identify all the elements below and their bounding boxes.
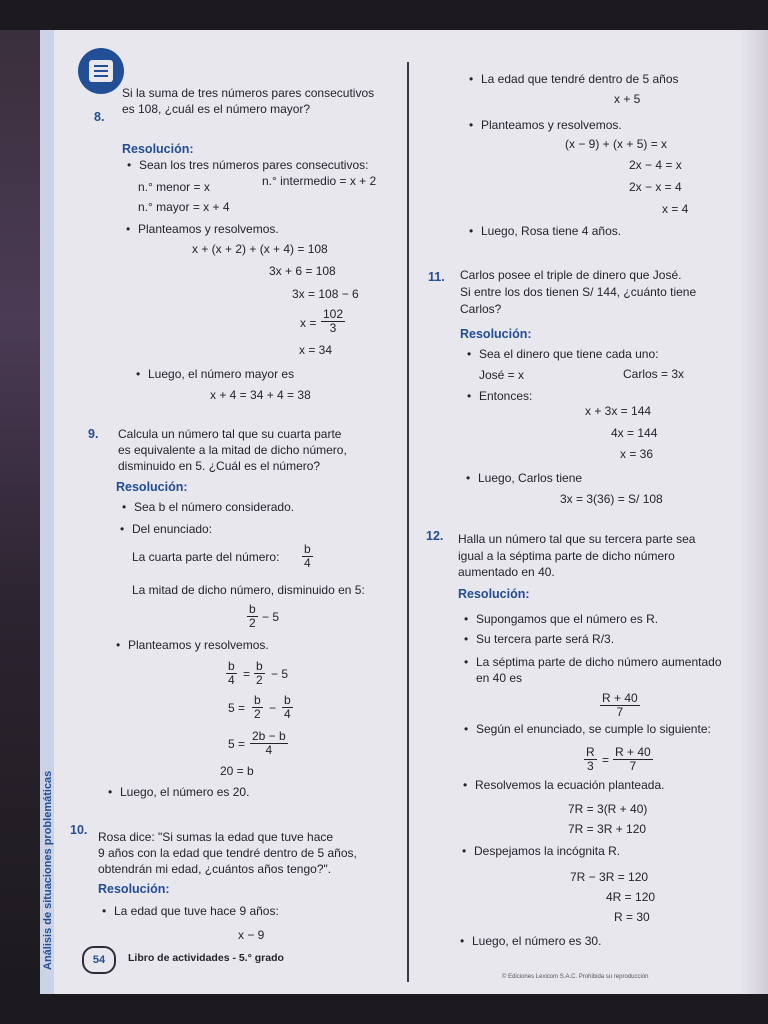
fraction-denominator: 7: [629, 759, 637, 773]
problem-10-bullet-4: • Luego, Rosa tiene 4 años.: [481, 224, 621, 238]
problem-11-bullet-2: • Entonces:: [479, 389, 532, 403]
problem-12-eq-5: R = 30: [614, 910, 650, 924]
footer-copyright: © Ediciones Lexicom S.A.C. Prohibida su reproducción: [502, 974, 649, 980]
problem-12-fraction-r40-over-7: [600, 692, 640, 719]
fraction-denominator: 4: [228, 673, 235, 687]
problem-9-fraction-b-over-2: [247, 603, 258, 630]
fraction-numerator: R: [586, 745, 595, 759]
problem-12-bullet-1: • Supongamos que el número es R.: [476, 612, 658, 626]
fraction-denominator: 2: [249, 616, 256, 630]
fraction-numerator: b: [228, 659, 235, 673]
problem-11-question-line3: Carlos?: [460, 302, 502, 316]
problem-12-bullet-7: • Luego, el número es 30.: [472, 934, 601, 948]
problem-8-eq-4-lhs: x =: [300, 316, 317, 330]
problem-11-eq-1: x + 3x = 144: [585, 404, 652, 418]
problem-10-eq-5: 2x − x = 4: [629, 180, 682, 194]
problem-8-eq-3: 3x = 108 − 6: [292, 287, 359, 301]
fraction-denominator: 4: [265, 743, 273, 757]
problem-8-question-line1: Si la suma de tres números pares consecutivos: [122, 86, 375, 100]
problem-9-eq-final: 20 = b: [220, 764, 254, 778]
fraction-denominator: 3: [329, 321, 337, 335]
fraction-numerator: b: [284, 693, 291, 707]
problem-10-bullet-1: • La edad que tuve hace 9 años:: [114, 904, 279, 918]
problem-9-eq2-frac-2: [282, 694, 293, 721]
fraction-numerator: b: [304, 542, 311, 556]
problem-8-intermedio: n.° intermedio = x + 2: [262, 174, 377, 188]
problem-10-question-line2: 9 años con la edad que tendré dentro de 5 años,: [98, 846, 357, 860]
problem-8-eq-1: x + (x + 2) + (x + 4) = 108: [192, 242, 328, 256]
problem-8-eq-2: 3x + 6 = 108: [269, 264, 336, 278]
problem-8-eq-4-fraction: [321, 308, 345, 335]
problem-10-bullet-2: • La edad que tendré dentro de 5 años: [481, 72, 679, 86]
problem-12-bullet-2: • Su tercera parte será R/3.: [476, 632, 614, 646]
problem-9-mitad: La mitad de dicho número, disminuido en 5:: [132, 583, 365, 597]
problem-10-eq-4: 2x − 4 = x: [629, 158, 682, 172]
side-section-title: Análisis de situaciones problemáticas: [42, 770, 54, 970]
problem-12-question-line3: aumentado en 40.: [458, 565, 555, 579]
problem-9-eq3-lhs: 5 =: [228, 737, 246, 751]
problem-9-eq1-frac-left: [226, 660, 237, 687]
problem-12-eq-1: 7R = 3(R + 40): [568, 802, 648, 816]
fraction-numerator: R + 40: [615, 745, 651, 759]
problem-12-question-line2: igual a la séptima parte de dicho número: [458, 549, 675, 563]
problem-10-number: 10.: [70, 823, 88, 837]
fraction-numerator: 2b − b: [252, 729, 286, 743]
problem-10-eq-3: (x − 9) + (x + 5) = x: [565, 137, 668, 151]
problem-10-resolution-heading: Resolución:: [98, 882, 170, 896]
fraction-numerator: R + 40: [602, 691, 638, 705]
problem-9-minus-5: − 5: [262, 610, 280, 624]
problem-9-cuarta-parte: La cuarta parte del número:: [132, 550, 280, 564]
fraction-numerator: 102: [323, 307, 344, 321]
problem-8-resolution-heading: Resolución:: [122, 142, 194, 156]
problem-12-resolution-heading: Resolución:: [458, 587, 530, 601]
fraction-denominator: 3: [586, 759, 594, 773]
fraction-denominator: 2: [256, 673, 263, 687]
problem-8-eq-6: x + 4 = 34 + 4 = 38: [210, 388, 311, 402]
problem-12-equals: =: [602, 753, 610, 767]
problem-12-bullet-6: • Despejamos la incógnita R.: [474, 844, 620, 858]
page-right-edge: [740, 30, 768, 994]
fraction-denominator: 2: [254, 707, 261, 721]
problem-11-eq-3: x = 36: [620, 447, 654, 461]
problem-9-number: 9.: [88, 427, 99, 441]
problem-10-question-line1: Rosa dice: "Si sumas la edad que tuve hace: [98, 830, 334, 844]
problem-9-eq2-lhs: 5 =: [228, 701, 246, 715]
problem-8-bullet-3: • Luego, el número mayor es: [148, 367, 294, 381]
problem-8-number: 8.: [94, 110, 105, 124]
background-left: [0, 30, 40, 994]
problem-11-question-line1: Carlos posee el triple de dinero que José.: [460, 268, 682, 282]
problem-9-eq1-minus-5: − 5: [271, 667, 289, 681]
problem-9-eq1-equals: =: [243, 667, 251, 681]
book-page: [40, 30, 768, 994]
problem-9-eq3-fraction: [250, 730, 288, 757]
fraction-numerator: b: [249, 602, 256, 616]
problem-12-eq-2: 7R = 3R + 120: [568, 822, 647, 836]
problem-8-mayor: n.° mayor = x + 4: [138, 200, 230, 214]
fraction-denominator: 4: [304, 556, 311, 570]
problem-10-eq-1: x − 9: [238, 928, 265, 942]
problem-9-eq1-frac-right: [254, 660, 265, 687]
problem-12-bullet-4: • Según el enunciado, se cumple lo siguiente:: [476, 722, 711, 736]
fraction-denominator: 4: [284, 707, 291, 721]
fraction-denominator: 7: [616, 705, 624, 719]
problem-9-question-line2: es equivalente a la mitad de dicho número,: [118, 443, 347, 457]
problem-11-question-line2: Si entre los dos tienen S/ 144, ¿cuánto tiene: [460, 285, 697, 299]
fraction-numerator: b: [254, 693, 261, 707]
problem-9-eq2-minus: −: [269, 701, 277, 715]
problem-11-eq-2: 4x = 144: [611, 426, 658, 440]
background-bottom: [0, 994, 768, 1024]
problem-11-bullet-3: • Luego, Carlos tiene: [478, 471, 582, 485]
problem-11-carlos: Carlos = 3x: [623, 367, 685, 381]
problem-11-eq-4: 3x = 3(36) = S/ 108: [560, 492, 663, 506]
problem-9-question-line1: Calcula un número tal que su cuarta parte: [118, 427, 342, 441]
problem-10-question-line3: obtendrán mi edad, ¿cuántos años tengo?".: [98, 862, 332, 876]
problem-11-resolution-heading: Resolución:: [460, 327, 532, 341]
page-number-badge: 54: [82, 946, 116, 974]
problem-8-menor: n.° menor = x: [138, 180, 210, 194]
problem-12-fraction-r40-over-7-b: [613, 746, 653, 773]
problem-10-eq-2: x + 5: [614, 92, 641, 106]
problem-9-eq2-frac-1: [252, 694, 263, 721]
problem-11-number: 11.: [428, 270, 445, 284]
problem-9-bullet-4: • Luego, el número es 20.: [120, 785, 249, 799]
problem-12-number: 12.: [426, 529, 444, 543]
problem-9-bullet-3: • Planteamos y resolvemos.: [128, 638, 269, 652]
column-divider: [407, 62, 409, 982]
problem-10-eq-6: x = 4: [662, 202, 689, 216]
problem-12-eq-3: 7R − 3R = 120: [570, 870, 649, 884]
problem-9-fraction-b-over-4: [302, 543, 313, 570]
problem-12-bullet-5: • Resolvemos la ecuación planteada.: [475, 778, 664, 792]
footer-book-title: Libro de actividades - 5.° grado: [128, 952, 284, 964]
problem-8-eq-5: x = 34: [299, 343, 333, 357]
problem-12-fraction-r-over-3: [584, 746, 597, 773]
problem-12-eq-4: 4R = 120: [606, 890, 656, 904]
problem-10-bullet-3: • Planteamos y resolvemos.: [481, 118, 622, 132]
problem-9-question-line3: disminuido en 5. ¿Cuál es el número?: [118, 459, 321, 473]
problem-9-resolution-heading: Resolución:: [116, 480, 188, 494]
problem-8-bullet-1: • Sean los tres números pares consecutivos:: [139, 158, 368, 172]
problem-8-question-line2: es 108, ¿cuál es el número mayor?: [122, 102, 311, 116]
problem-11-jose: José = x: [479, 368, 525, 382]
problem-11-bullet-1: • Sea el dinero que tiene cada uno:: [479, 347, 658, 361]
problem-12-question-line1: Halla un número tal que su tercera parte sea: [458, 532, 696, 546]
book-logo-icon: [78, 48, 124, 94]
problem-8-bullet-2: • Planteamos y resolvemos.: [138, 222, 279, 236]
fraction-numerator: b: [256, 659, 263, 673]
problem-9-bullet-1: • Sea b el número considerado.: [134, 500, 294, 514]
problem-9-bullet-2: • Del enunciado:: [132, 522, 212, 536]
problem-12-bullet-3a: • La séptima parte de dicho número aumentado: [476, 655, 722, 669]
problem-12-bullet-3b: en 40 es: [476, 671, 523, 685]
background-top: [0, 0, 768, 30]
